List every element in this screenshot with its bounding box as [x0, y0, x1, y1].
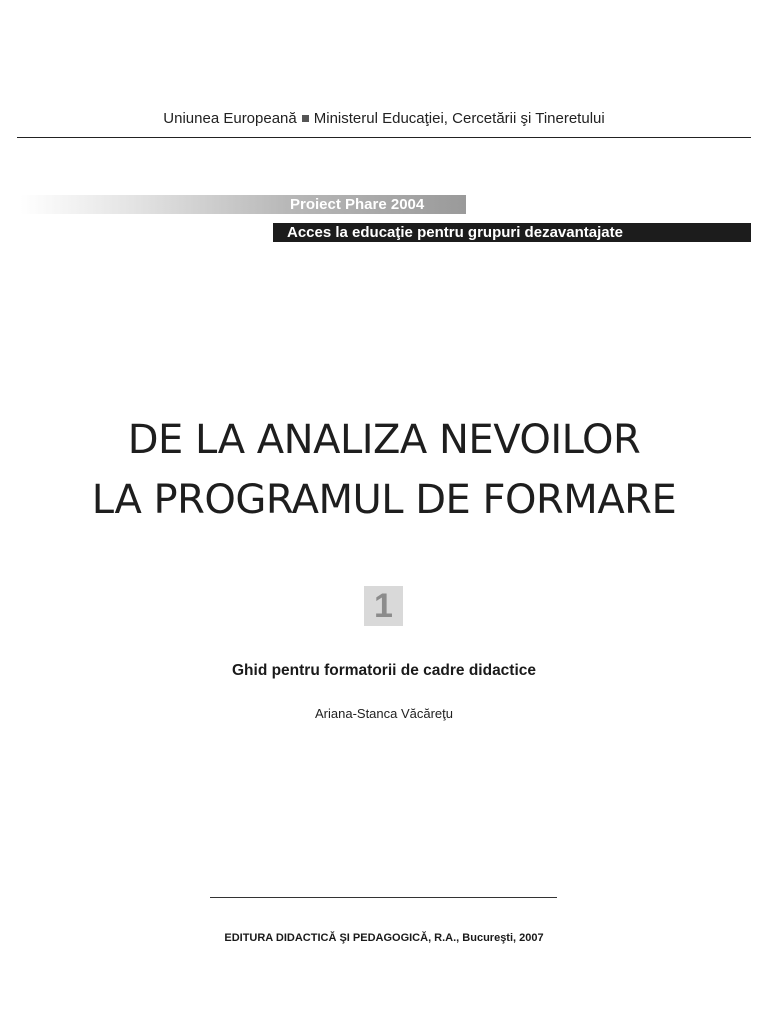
book-title-line2: LA PROGRAMUL DE FORMARE: [91, 477, 677, 523]
project-access-label: Acces la educaţie pentru grupuri dezavantajate: [287, 224, 623, 241]
book-subtitle: Ghid pentru formatorii de cadre didactice: [231, 662, 537, 679]
top-rule: [17, 137, 751, 138]
header-eu: Uniunea Europeană: [163, 110, 297, 127]
header-ministry: Ministerul Educaţiei, Cercetării şi Tineretului: [313, 110, 605, 127]
author-name: Ariana-Stanca Văcăreţu: [314, 706, 454, 721]
project-phare-label: Proiect Phare 2004: [290, 196, 425, 213]
volume-number: 1: [364, 586, 403, 626]
book-title-line1: DE LA ANALIZA NEVOILOR: [127, 417, 641, 463]
header-line: [0, 110, 768, 127]
publisher-line: EDITURA DIDACTICĂ ŞI PEDAGOGICĂ, R.A., Bucureşti, 2007: [224, 932, 544, 944]
bottom-rule: [210, 897, 557, 898]
separator-square-icon: [302, 115, 309, 122]
book-title: [0, 410, 768, 530]
